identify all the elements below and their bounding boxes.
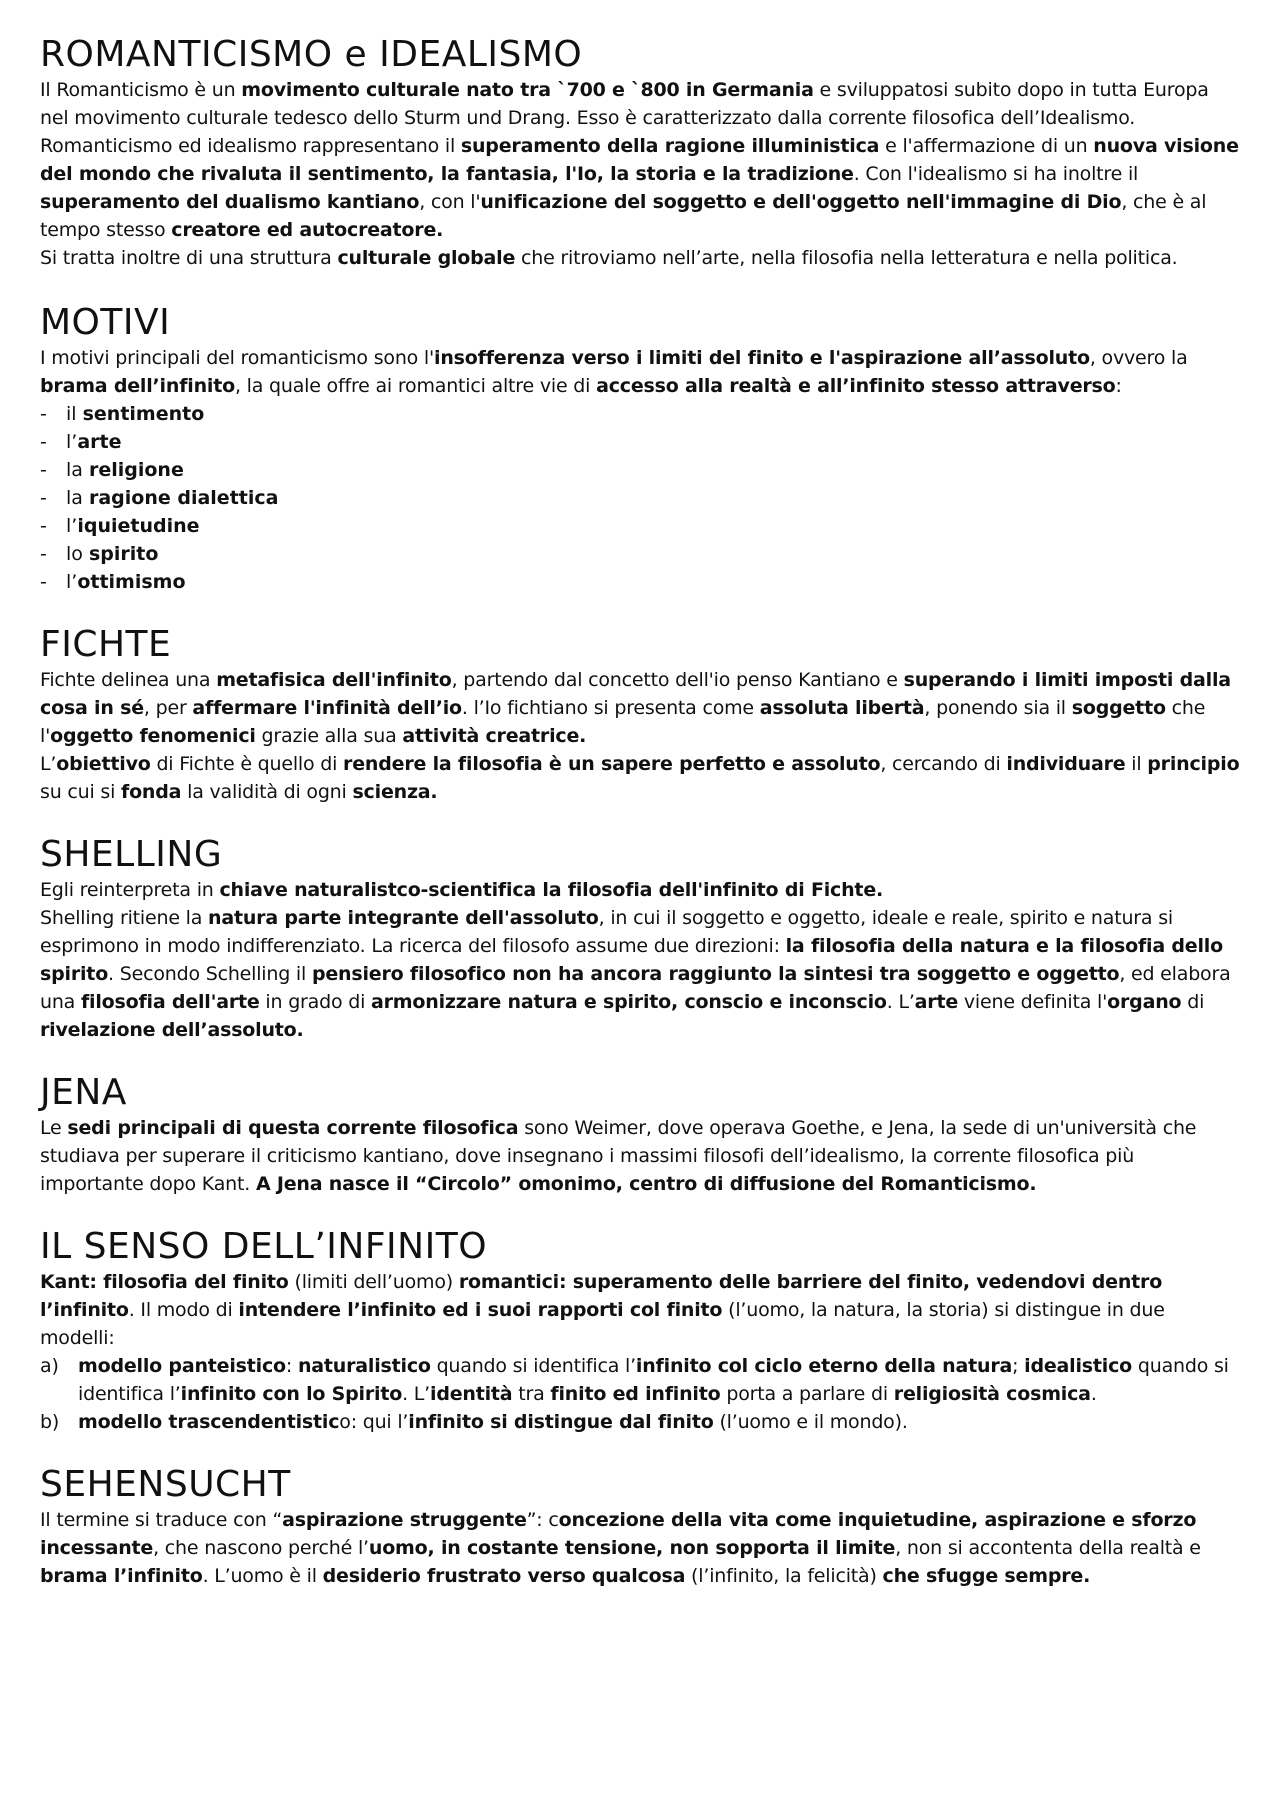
bold-text: insofferenza verso i limiti del finito e l'aspirazione all’assoluto: [434, 347, 1090, 369]
list-item: [40, 400, 1240, 428]
bold-text: rendere la filosofia è un sapere perfetto e assoluto: [343, 753, 881, 775]
bold-text: principio: [1147, 753, 1240, 775]
text-run: L’: [40, 753, 57, 775]
text-run: , che è al tempo stesso: [40, 191, 1207, 241]
text-run: il: [66, 403, 83, 425]
text-run: Le: [40, 1117, 68, 1139]
section-title: JENA: [40, 1072, 127, 1113]
bold-text: ragione dialettica: [88, 487, 279, 509]
section-jena: [40, 1072, 1240, 1198]
list-dash-marker: -: [40, 571, 47, 593]
text-run: di Fichte è quello di: [150, 753, 344, 775]
bold-text: sedi principali di questa corrente filosofica: [67, 1117, 519, 1139]
bold-text: natura parte integrante dell'assoluto: [208, 907, 599, 929]
text-run: . L’: [402, 1383, 430, 1405]
text-run: e l'affermazione di un: [879, 135, 1094, 157]
text-run: , non si accontenta della realtà e: [895, 1537, 1201, 1559]
bold-text: intendere l’infinito ed i suoi rapporti col finito: [238, 1299, 723, 1321]
text-run: porta a parlare di: [720, 1383, 894, 1405]
list-item: [40, 428, 1240, 456]
text-run: . Secondo Schelling il: [108, 963, 312, 985]
bold-text: metafisica dell'infinito: [216, 669, 452, 691]
text-run: lo: [66, 543, 89, 565]
bold-text: nuova visione del mondo che rivaluta il sentimento, la fantasia, l'Io, la storia e la tradizione: [40, 135, 1239, 185]
paragraph: [40, 76, 1240, 132]
text-run: viene definita l': [958, 991, 1108, 1013]
text-run: su cui si: [40, 781, 122, 803]
bold-text: brama l’infinito: [40, 1565, 203, 1587]
bold-text: scienza.: [352, 781, 438, 803]
paragraph: [40, 876, 1240, 904]
bold-text: movimento culturale nato tra `700 e `800 in Germania: [241, 79, 814, 101]
text-run: , cercando di: [880, 753, 1007, 775]
list-dash-marker: -: [40, 487, 47, 509]
bold-text: A Jena nasce il “Circolo” omonimo, centro di diffusione del Romanticismo.: [255, 1173, 1037, 1195]
bold-text: obiettivo: [56, 753, 151, 775]
text-run: , che nascono perché l’: [153, 1537, 369, 1559]
text-run: Fichte delinea una: [40, 669, 217, 691]
bold-text: individuare: [1006, 753, 1126, 775]
text-run: , ponendo sia il: [924, 697, 1072, 719]
bold-text: arte: [914, 991, 959, 1013]
text-run: di: [1181, 991, 1205, 1013]
text-run: la: [66, 487, 89, 509]
bold-text: che sfugge sempre.: [882, 1565, 1091, 1587]
bold-text: arte: [77, 431, 122, 453]
text-run: o: qui l’: [339, 1411, 409, 1433]
list-dash-marker: -: [40, 431, 47, 453]
text-run: che ritroviamo nell’arte, nella filosofia nella letteratura e nella politica.: [515, 247, 1178, 269]
section-title: SEHENSUCHT: [40, 1464, 291, 1505]
paragraph: [40, 904, 1240, 1044]
bold-text: desiderio frustrato verso qualcosa: [322, 1565, 686, 1587]
bold-text: assoluta libertà: [759, 697, 925, 719]
models-list: [40, 1352, 1240, 1436]
paragraph: [40, 244, 1240, 272]
text-run: .: [1090, 1383, 1097, 1405]
bold-text: infinito col ciclo eterno della natura: [635, 1355, 1013, 1377]
list-dash-marker: -: [40, 459, 47, 481]
text-run: (l’infinito, la felicità): [685, 1565, 883, 1587]
section-romanticismo-e-idealismo: [40, 34, 1240, 272]
list-marker: b): [40, 1411, 60, 1433]
bold-text: naturalistico: [297, 1355, 431, 1377]
bold-text: creatore ed autocreatore.: [171, 219, 444, 241]
text-run: Il Romanticismo è un: [40, 79, 242, 101]
text-run: (limiti dell’uomo): [288, 1271, 459, 1293]
bold-text: attività creatrice.: [402, 725, 587, 747]
bold-text: spirito: [88, 543, 159, 565]
text-run: che l': [40, 697, 1206, 747]
motivi-list: [40, 400, 1240, 596]
paragraph: [40, 666, 1240, 750]
text-run: I motivi principali del romanticismo sono l': [40, 347, 435, 369]
text-run: :: [285, 1355, 298, 1377]
bold-text: iquietudine: [77, 515, 200, 537]
bold-text: accesso alla realtà e all’infinito stesso attraverso: [596, 375, 1116, 397]
list-item: [40, 1352, 1240, 1408]
list-item: [40, 484, 1240, 512]
bold-text: armonizzare natura e spirito, conscio e inconscio: [371, 991, 887, 1013]
text-run: sono Weimer, dove operava Goethe, e Jena, la sede di un'università che studiava per superare il criticismo kantiano, dove insegnano i massimi filosofi dell’idealismo, la corrente filosofica più importante dopo Kant.: [40, 1117, 1197, 1195]
bold-text: idealistico: [1024, 1355, 1133, 1377]
bold-text: identità: [430, 1383, 513, 1405]
text-run: ;: [1012, 1355, 1025, 1377]
paragraph: [40, 1268, 1240, 1352]
text-run: l’: [66, 571, 78, 593]
bold-text: oggetto fenomenici: [50, 725, 256, 747]
text-run: l’: [66, 515, 78, 537]
bold-text: superamento della ragione illuministica: [460, 135, 880, 157]
list-dash-marker: -: [40, 515, 47, 537]
bold-text: finito ed infinito: [550, 1383, 721, 1405]
text-run: la: [66, 459, 89, 481]
bold-text: pensiero filosofico non ha ancora raggiunto la sintesi tra soggetto e oggetto: [311, 963, 1120, 985]
text-run: Shelling ritiene la: [40, 907, 209, 929]
text-run: , ed elabora una: [40, 963, 1231, 1013]
text-run: Egli reinterpreta in: [40, 879, 220, 901]
bold-text: filosofia dell'arte: [80, 991, 260, 1013]
bold-text: romantici: superamento delle barriere del finito, vedendovi dentro l’infinito: [40, 1271, 1163, 1321]
list-item: [40, 456, 1240, 484]
bold-text: rivelazione dell’assoluto.: [40, 1019, 304, 1041]
section-shelling: [40, 834, 1240, 1044]
bold-text: modello panteistico: [78, 1355, 286, 1377]
bold-text: chiave naturalistco-scientifica la filosofia dell'infinito di Fichte.: [219, 879, 884, 901]
paragraph: [40, 344, 1240, 400]
list-item: [40, 512, 1240, 540]
section-title: ROMANTICISMO e IDEALISMO: [40, 34, 583, 75]
bold-text: religione: [88, 459, 184, 481]
section-sehensucht: [40, 1464, 1240, 1590]
paragraph: [40, 1506, 1240, 1590]
list-dash-marker: -: [40, 543, 47, 565]
bold-text: unificazione del soggetto e dell'oggetto nell'immagine di Dio: [480, 191, 1122, 213]
bold-text: soggetto: [1071, 697, 1166, 719]
bold-text: modello trascendentistic: [78, 1411, 340, 1433]
bold-text: Kant: filosofia del finito: [40, 1271, 289, 1293]
bold-text: superando i limiti imposti dalla cosa in sé: [40, 669, 1231, 719]
text-run: (l’uomo, la natura, la storia) si distingue in due modelli:: [40, 1299, 1165, 1349]
text-run: l’: [66, 431, 78, 453]
section-title: MOTIVI: [40, 302, 171, 343]
bold-text: oncezione della vita come inquietudine, aspirazione e sforzo incessante: [40, 1509, 1197, 1559]
text-run: , ovvero la: [1089, 347, 1188, 369]
text-run: e sviluppatosi subito dopo in tutta Europa nel movimento culturale tedesco dello Sturm und Drang. Esso è caratterizzato dalla corrente filosofica dell’Idealismo.: [40, 79, 1209, 129]
text-run: , la quale offre ai romantici altre vie di: [234, 375, 597, 397]
text-run: , in cui il soggetto e oggetto, ideale e reale, spirito e natura si esprimono in modo indifferenziato. La ricerca del filosofo assume due direzioni:: [40, 907, 1173, 957]
text-run: grazie alla sua: [255, 725, 403, 747]
list-item: [40, 568, 1240, 596]
bold-text: brama dell’infinito: [40, 375, 235, 397]
text-run: la validità di ogni: [181, 781, 353, 803]
text-run: (l’uomo e il mondo).: [713, 1411, 908, 1433]
paragraph: [40, 132, 1240, 244]
bold-text: sentimento: [82, 403, 205, 425]
section-motivi: [40, 302, 1240, 596]
bold-text: uomo, in costante tensione, non sopporta il limite: [368, 1537, 896, 1559]
text-run: . L’: [886, 991, 915, 1013]
bold-text: culturale globale: [337, 247, 516, 269]
text-run: ”: c: [526, 1509, 559, 1531]
bold-text: fonda: [121, 781, 182, 803]
section-title: SHELLING: [40, 834, 223, 875]
text-run: tra: [512, 1383, 551, 1405]
section-il-senso-dell-infinito: [40, 1226, 1240, 1436]
bold-text: affermare l'infinità dell’io: [192, 697, 462, 719]
text-run: quando si identifica l’: [430, 1355, 636, 1377]
bold-text: infinito si distingue dal finito: [408, 1411, 714, 1433]
list-marker: a): [40, 1355, 59, 1377]
text-run: . Il modo di: [128, 1299, 239, 1321]
bold-text: superamento del dualismo kantiano: [40, 191, 420, 213]
bold-text: ottimismo: [77, 571, 186, 593]
bold-text: infinito con lo Spirito: [180, 1383, 403, 1405]
text-run: in grado di: [259, 991, 372, 1013]
text-run: Romanticismo ed idealismo rappresentano il: [40, 135, 461, 157]
paragraph: [40, 1114, 1240, 1198]
list-dash-marker: -: [40, 403, 47, 425]
section-fichte: [40, 624, 1240, 806]
text-run: , partendo dal concetto dell'io penso Kantiano e: [451, 669, 904, 691]
text-run: . L’uomo è il: [202, 1565, 323, 1587]
text-run: quando si identifica l’: [78, 1355, 1229, 1405]
bold-text: religiosità cosmica: [893, 1383, 1091, 1405]
text-run: , con l': [419, 191, 481, 213]
text-run: . Con l'idealismo si ha inoltre il: [853, 163, 1139, 185]
bold-text: aspirazione struggente: [282, 1509, 527, 1531]
text-run: Si tratta inoltre di una struttura: [40, 247, 338, 269]
text-run: :: [1115, 375, 1122, 397]
text-run: . l’Io fichtiano si presenta come: [461, 697, 760, 719]
text-run: Il termine si traduce con “: [40, 1509, 283, 1531]
list-item: [40, 1408, 1240, 1436]
bold-text: la filosofia della natura e la filosofia dello spirito: [40, 935, 1223, 985]
text-run: il: [1125, 753, 1148, 775]
list-item: [40, 540, 1240, 568]
paragraph: [40, 750, 1240, 806]
text-run: , per: [143, 697, 193, 719]
section-title: FICHTE: [40, 624, 172, 665]
section-title: IL SENSO DELL’INFINITO: [40, 1226, 488, 1267]
bold-text: organo: [1107, 991, 1182, 1013]
